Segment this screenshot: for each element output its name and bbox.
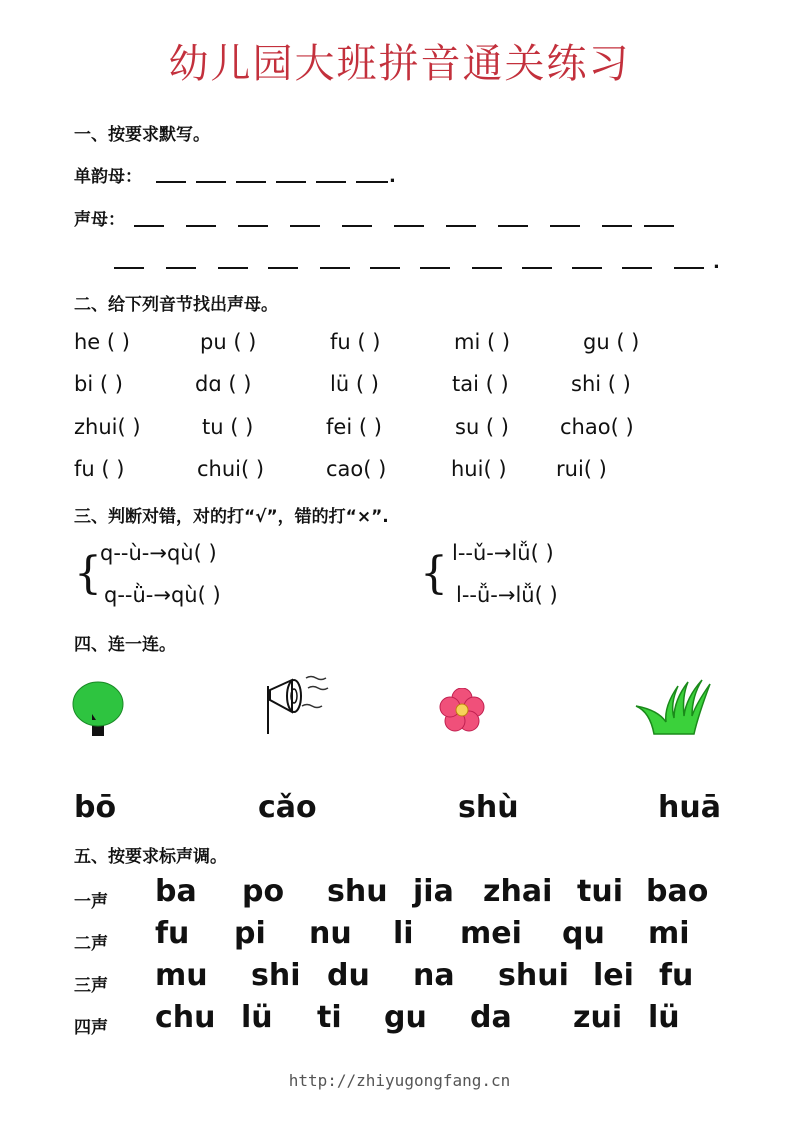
syllable[interactable]: shi	[251, 958, 301, 993]
syllable[interactable]: zhai	[483, 874, 553, 909]
syllable[interactable]: pi	[234, 916, 266, 951]
syllable-item[interactable]: gu ( )	[583, 330, 640, 354]
judgement-item[interactable]: q--ù-→qù( )	[100, 541, 217, 565]
syllable-item[interactable]: mi ( )	[454, 330, 511, 354]
syllable[interactable]: da	[470, 1000, 512, 1035]
syllable[interactable]: mi	[648, 916, 690, 951]
tree-icon[interactable]	[70, 680, 128, 738]
syllable[interactable]: fu	[155, 916, 190, 951]
syllable-item[interactable]: fu ( )	[74, 457, 125, 481]
brace-right: {	[420, 548, 448, 599]
syllable-item[interactable]: tai ( )	[452, 372, 509, 396]
single-vowel-label: 单韵母：	[74, 167, 142, 187]
horn-icon[interactable]	[262, 668, 334, 738]
syllable[interactable]: lü	[648, 1000, 680, 1035]
syllable[interactable]: ba	[155, 874, 197, 909]
syllable-item[interactable]: lü ( )	[330, 372, 379, 396]
syllable[interactable]: li	[393, 916, 414, 951]
syllable[interactable]: lü	[241, 1000, 273, 1035]
syllable[interactable]: mei	[460, 916, 522, 951]
tone-label: 四声	[74, 1018, 108, 1038]
syllable-item[interactable]: pu ( )	[200, 330, 257, 354]
syllable[interactable]: mu	[155, 958, 208, 993]
section-5-heading: 五、按要求标声调。	[74, 847, 227, 867]
syllable-item[interactable]: zhui( )	[74, 415, 141, 439]
blank-end-mark: .	[713, 252, 720, 273]
syllable[interactable]: jia	[413, 874, 454, 909]
tone-label: 三声	[74, 976, 108, 996]
section-2-heading: 二、给下列音节找出声母。	[74, 295, 278, 315]
syllable-item[interactable]: bi ( )	[74, 372, 123, 396]
syllable[interactable]: gu	[384, 1000, 427, 1035]
syllable[interactable]: fu	[659, 958, 694, 993]
syllable-item[interactable]: hui( )	[451, 457, 507, 481]
brace-left: {	[74, 548, 102, 599]
word-item[interactable]: bō	[74, 790, 117, 825]
judgement-item[interactable]: l--ǔ-→lǚ( )	[452, 541, 554, 565]
judgement-item[interactable]: l--ǚ-→lǚ( )	[456, 583, 558, 607]
syllable[interactable]: lei	[593, 958, 634, 993]
syllable[interactable]: shu	[327, 874, 388, 909]
section-1-heading: 一、按要求默写。	[74, 125, 210, 145]
syllable-item[interactable]: chui( )	[197, 457, 265, 481]
blank-end-mark: .	[389, 166, 396, 187]
syllable[interactable]: qu	[562, 916, 605, 951]
syllable-item[interactable]: tu ( )	[202, 415, 254, 439]
judgement-item[interactable]: q--ǜ-→qù( )	[104, 583, 221, 607]
syllable[interactable]: zui	[573, 1000, 623, 1035]
syllable[interactable]: shui	[498, 958, 569, 993]
syllable[interactable]: na	[413, 958, 455, 993]
flower-icon[interactable]	[438, 688, 486, 732]
syllable-item[interactable]: su ( )	[455, 415, 509, 439]
syllable-item[interactable]: chao( )	[560, 415, 634, 439]
syllable-item[interactable]: fei ( )	[326, 415, 382, 439]
syllable-item[interactable]: rui( )	[556, 457, 607, 481]
word-item[interactable]: huā	[658, 790, 721, 825]
syllable[interactable]: tui	[577, 874, 623, 909]
tone-label: 一声	[74, 892, 108, 912]
syllable-item[interactable]: dɑ ( )	[195, 372, 252, 396]
syllable[interactable]: ti	[317, 1000, 342, 1035]
syllable-item[interactable]: fu ( )	[330, 330, 381, 354]
word-item[interactable]: cǎo	[258, 790, 317, 825]
footer-url[interactable]: http://zhiyugongfang.cn	[288, 1071, 511, 1090]
syllable[interactable]: du	[327, 958, 370, 993]
initials-label: 声母：	[74, 210, 125, 230]
word-item[interactable]: shù	[458, 790, 519, 825]
section-4-heading: 四、连一连。	[74, 635, 176, 655]
page-title: 幼儿园大班拼音通关练习	[168, 41, 631, 87]
syllable[interactable]: po	[242, 874, 285, 909]
syllable-item[interactable]: he ( )	[74, 330, 130, 354]
syllable-item[interactable]: shi ( )	[571, 372, 631, 396]
tone-label: 二声	[74, 934, 108, 954]
grass-icon[interactable]	[632, 676, 714, 736]
syllable-item[interactable]: cao( )	[326, 457, 387, 481]
syllable[interactable]: chu	[155, 1000, 216, 1035]
section-3-heading: 三、判断对错，对的打“√”，错的打“×”.	[74, 507, 389, 527]
syllable[interactable]: nu	[309, 916, 352, 951]
syllable[interactable]: bao	[646, 874, 709, 909]
